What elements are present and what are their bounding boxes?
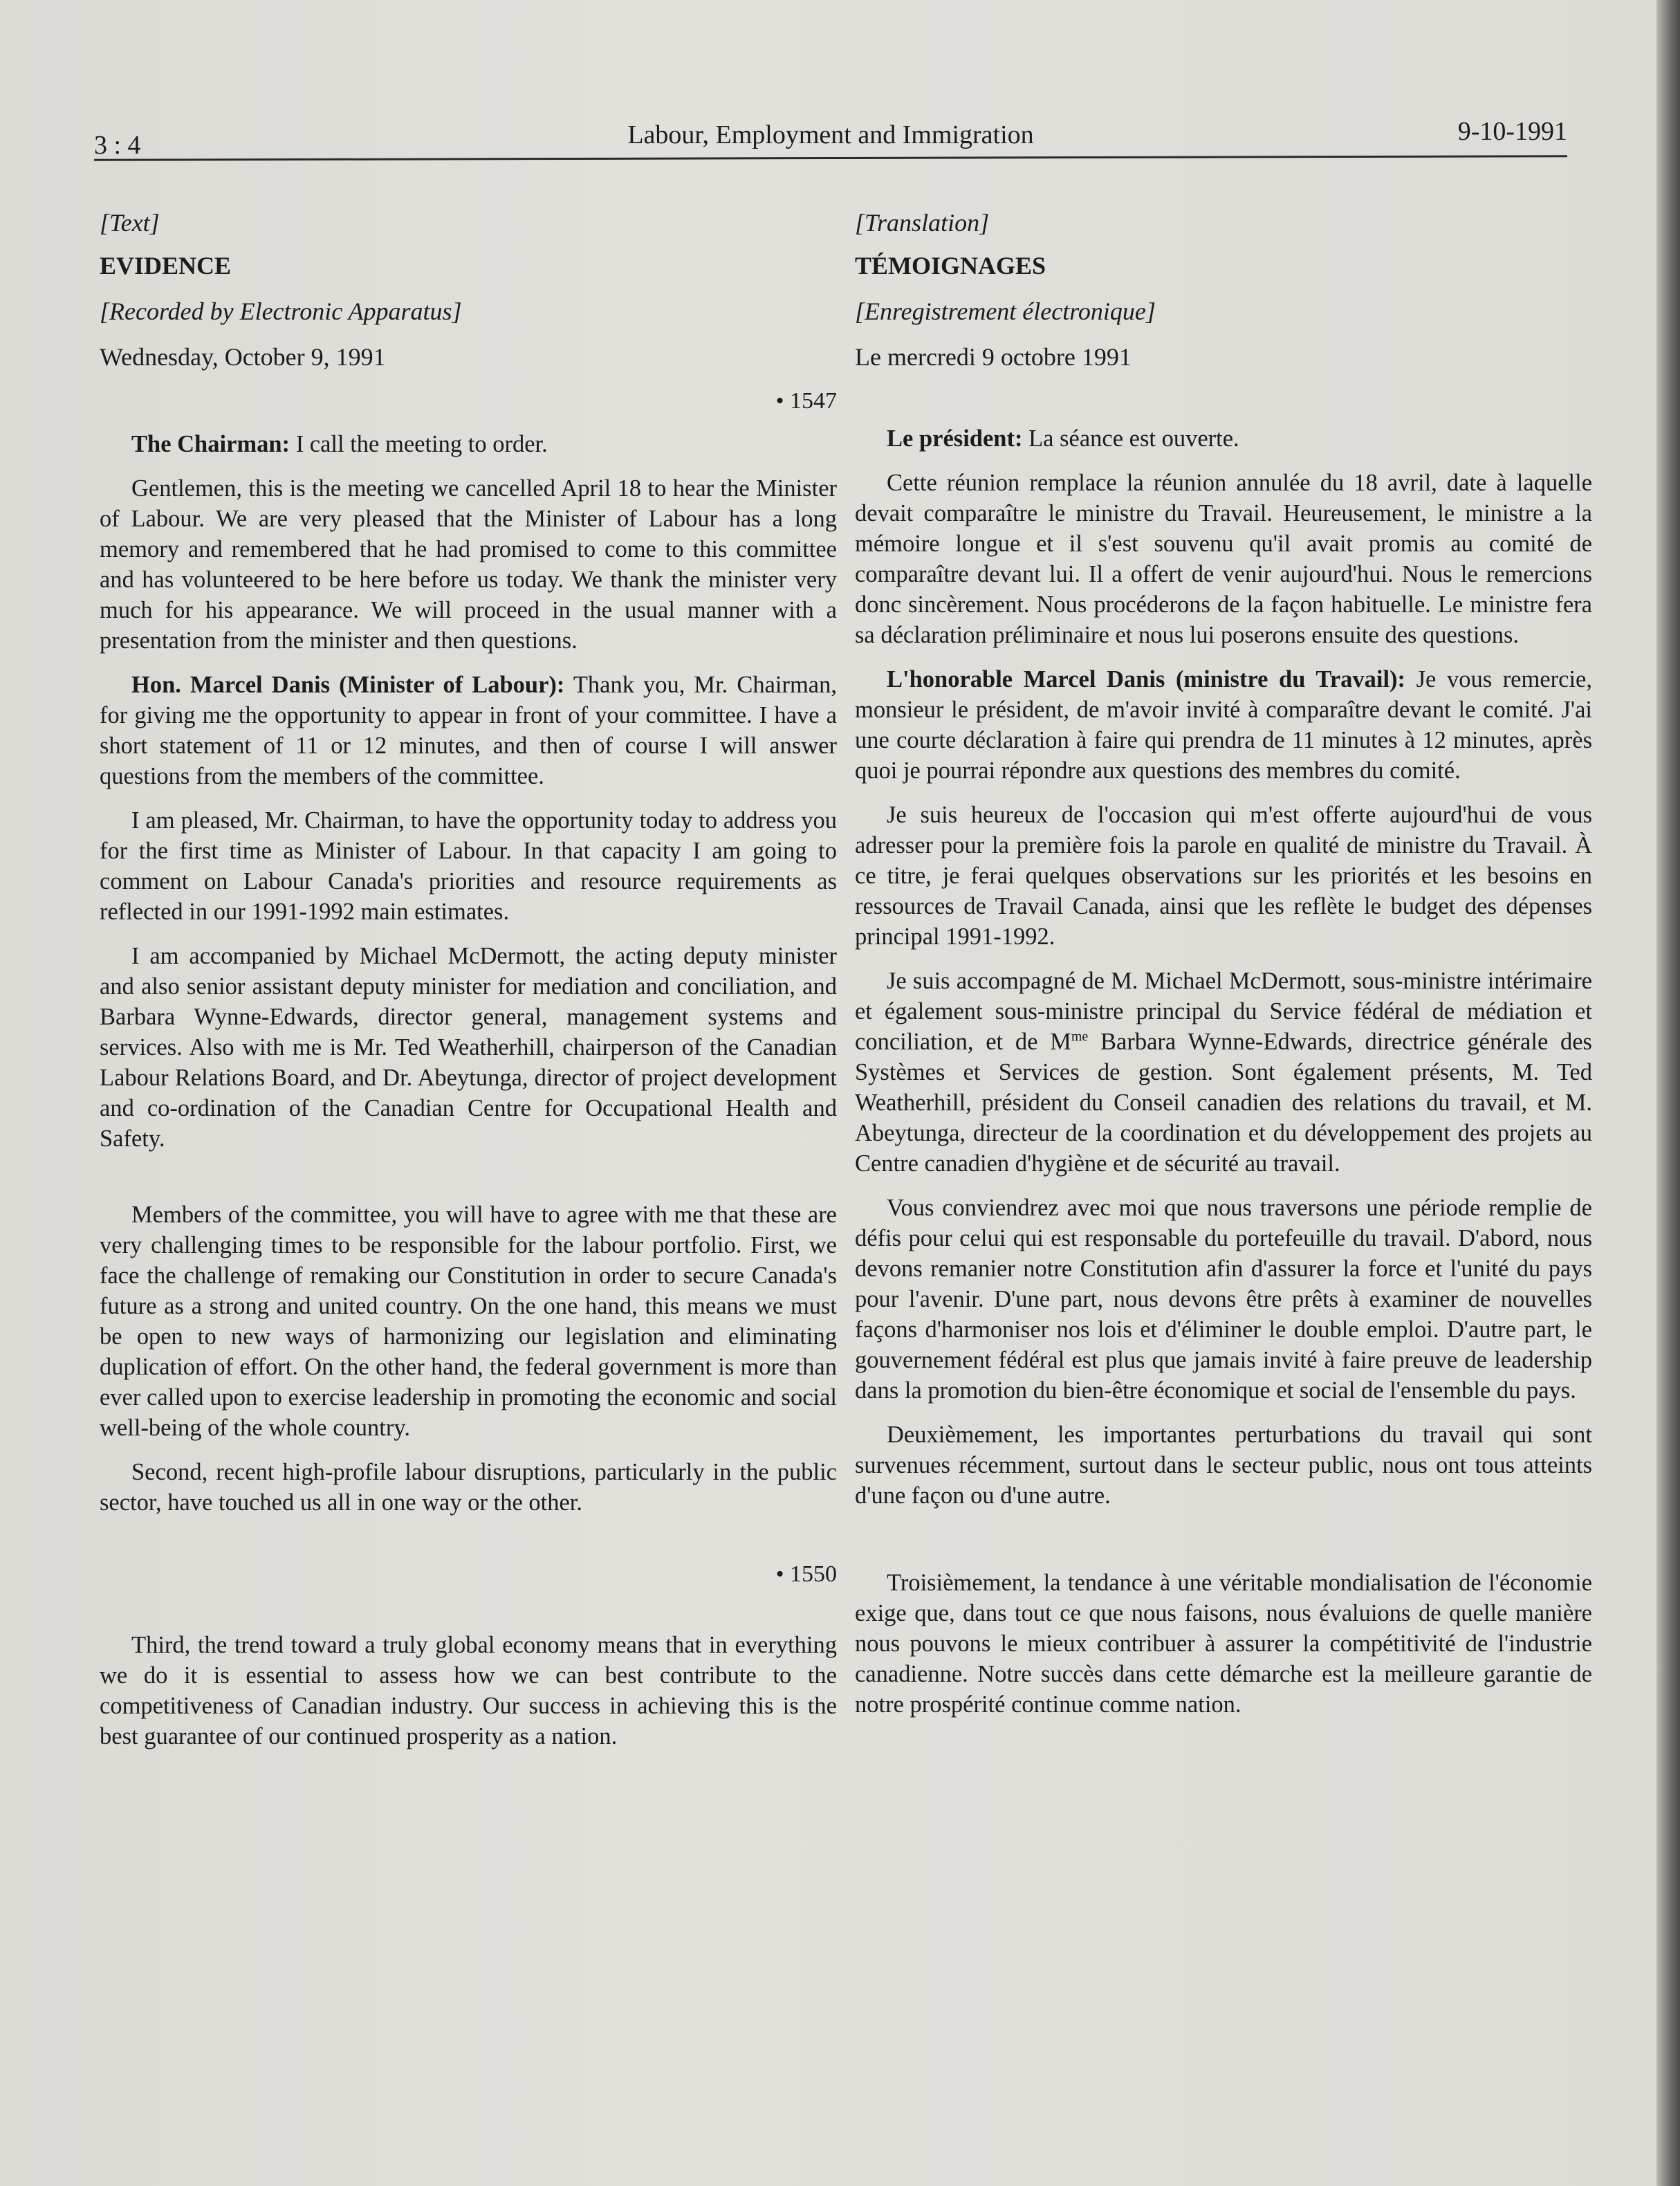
page-header [94,116,1567,159]
page-binding-edge [1656,0,1680,2186]
speech-text: La séance est ouverte. [1022,425,1239,452]
speech-text: Je suis accompagné de M. Michael McDermott, sous-ministre intérimaire et également sous-ministre principal du Service fédéral de médiation et conciliation, et de M [855,968,1592,1055]
section-heading: EVIDENCE [100,252,232,279]
paragraph: Second, recent high-profile labour disruptions, particularly in the public sector, have touched us all in one way or the other. [100,1459,837,1516]
session-date: Wednesday, October 9, 1991 [100,343,386,371]
paragraph: Troisièmement, la tendance à une véritable mondialisation de l'économie exige que, dans tout ce que nous faisons, nous évaluions de quelle manière nous pouvons le mieux contribuer à assurer la compétitivité de l'industrie canadienne. Notre succès dans cette démarche est la meilleure garantie de notre prospérité continue comme nation. [855,1570,1592,1718]
section-heading: TÉMOIGNAGES [855,252,1046,279]
time-marker: • 1550 [775,1561,837,1587]
paragraph: Cette réunion remplace la réunion annulée du 18 avril, date à laquelle devait comparaître le ministre du Travail. Heureusement, le ministre a la mémoire longue et il s'est souvenu qu'il avait promis au comité de comparaître devant lui. Il a offert de venir aujourd'hui. Nous le remercions donc sincèrement. Nous procéderons de la façon habituelle. Le ministre fera sa déclaration préliminaire et nous lui poserons ensuite des questions. [855,470,1592,648]
paragraph: Gentlemen, this is the meeting we cancelled April 18 to hear the Minister of Labour. We are very pleased that the Minister of Labour has a long memory and remembered that he had promised to come to this committee and has volunteered to be here before us today. We thank the minister very much for his appearance. We will proceed in the usual manner with a presentation from the minister and then questions. [100,475,837,654]
paragraph [855,966,1592,1179]
paragraph: Members of the committee, you will have to agree with me that these are very challenging times to be responsible for the labour portfolio. First, we face the challenge of remaking our Constitution in order to secure Canada's future as a strong and united country. On the one hand, this means we must be open to new ways of harmonizing our legislation and eliminating duplication of effort. On the other hand, the federal government is more than ever called upon to exercise leadership in promoting the economic and social well-being of the whole country. [100,1202,837,1441]
section-tag: [Translation] [855,209,990,237]
header-rule [94,155,1567,161]
superscript: me [1071,1029,1089,1045]
speaker-name: Le président: [887,425,1023,452]
session-date: Le mercredi 9 octobre 1991 [855,343,1132,371]
speaker-name: The Chairman: [131,431,290,457]
paragraph: Je suis heureux de l'occasion qui m'est offerte aujourd'hui de vous adresser pour la première fois la parole en qualité de ministre du Travail. À ce titre, je ferai quelques observations sur les priorités et les besoins en ressources de Travail Canada, ainsi que les reflète le budget des dépenses principal 1991-1992. [855,802,1592,950]
speaker-name: L'honorable Marcel Danis (ministre du Travail): [887,666,1406,692]
speaker-name: Hon. Marcel Danis (Minister of Labour): [131,672,565,698]
time-marker: • 1547 [775,388,837,414]
running-title: Labour, Employment and Immigration [627,120,1034,149]
paragraph: I am pleased, Mr. Chairman, to have the opportunity today to address you for the first time as Minister of Labour. In that capacity I am going to comment on Labour Canada's priorities and resource requirements as reflected in our 1991-1992 main estimates. [100,807,837,925]
paragraph: Third, the trend toward a truly global economy means that in everything we do it is essential to assess how we can best contribute to the competitiveness of Canadian industry. Our success in achieving this is the best guarantee of our continued prosperity as a nation. [100,1632,837,1749]
paragraph [855,423,1592,454]
speech-text: Je vous remercie, monsieur le président, de m'avoir invité à comparaître devant le comité. J'ai une courte déclaration à faire qui prendra de 11 minutes à 12 minutes, après quoi je pourrai répondre aux questions des membres du comité. [855,666,1592,784]
speech-text: Thank you, Mr. Chairman, for giving me the opportunity to appear in front of your committee. I have a short statement of 11 or 12 minutes, and then of course I will answer questions from the members of the committee. [100,672,837,789]
paragraph: Vous conviendrez avec moi que nous traversons une période remplie de défis pour celui qui est responsable du portefeuille du travail. D'abord, nous devons remanier notre Constitution afin d'assurer la force et l'unité du pays pour l'avenir. D'une part, nous devons être prêts à examiner de nouvelles façons d'harmoniser nos lois et d'éliminer le double emploi. D'autre part, le gouvernement fédéral est plus que jamais invité à faire preuve de leadership dans la promotion du bien-être économique et social de l'ensemble du pays. [855,1195,1592,1404]
french-column [855,208,1592,1734]
header-date: 9-10-1991 [1457,117,1567,146]
paragraph [100,429,837,459]
paragraph: Deuxièmement, les importantes perturbations du travail qui sont survenues récemment, surtout dans le secteur public, nous ont tous atteints d'une façon ou d'une autre. [855,1422,1592,1509]
paragraph [100,670,837,791]
english-column [100,208,837,1765]
section-tag: [Text] [100,209,160,237]
page-number: 3 : 4 [94,131,141,160]
paragraph: I am accompanied by Michael McDermott, the acting deputy minister and also senior assistant deputy minister for mediation and conciliation, and Barbara Wynne-Edwards, director general, management systems and services. Also with me is Mr. Ted Weatherhill, chairperson of the Canadian Labour Relations Board, and Dr. Abeytunga, director of project development and co-ordination of the Canadian Centre for Occupational Health and Safety. [100,943,837,1152]
speech-text: I call the meeting to order. [290,431,548,457]
paragraph [855,664,1592,786]
speech-text: Barbara Wynne-Edwards, directrice générale des Systèmes et Services de gestion. Sont également présents, M. Ted Weatherhill, président du Conseil canadien des relations du travail, et M. Abeytunga, directeur de la coordination et du développement des projets au Centre canadien d'hygiène et de sécurité au travail. [855,1029,1592,1177]
recording-note: [Recorded by Electronic Apparatus] [100,297,462,325]
recording-note: [Enregistrement électronique] [855,297,1156,325]
